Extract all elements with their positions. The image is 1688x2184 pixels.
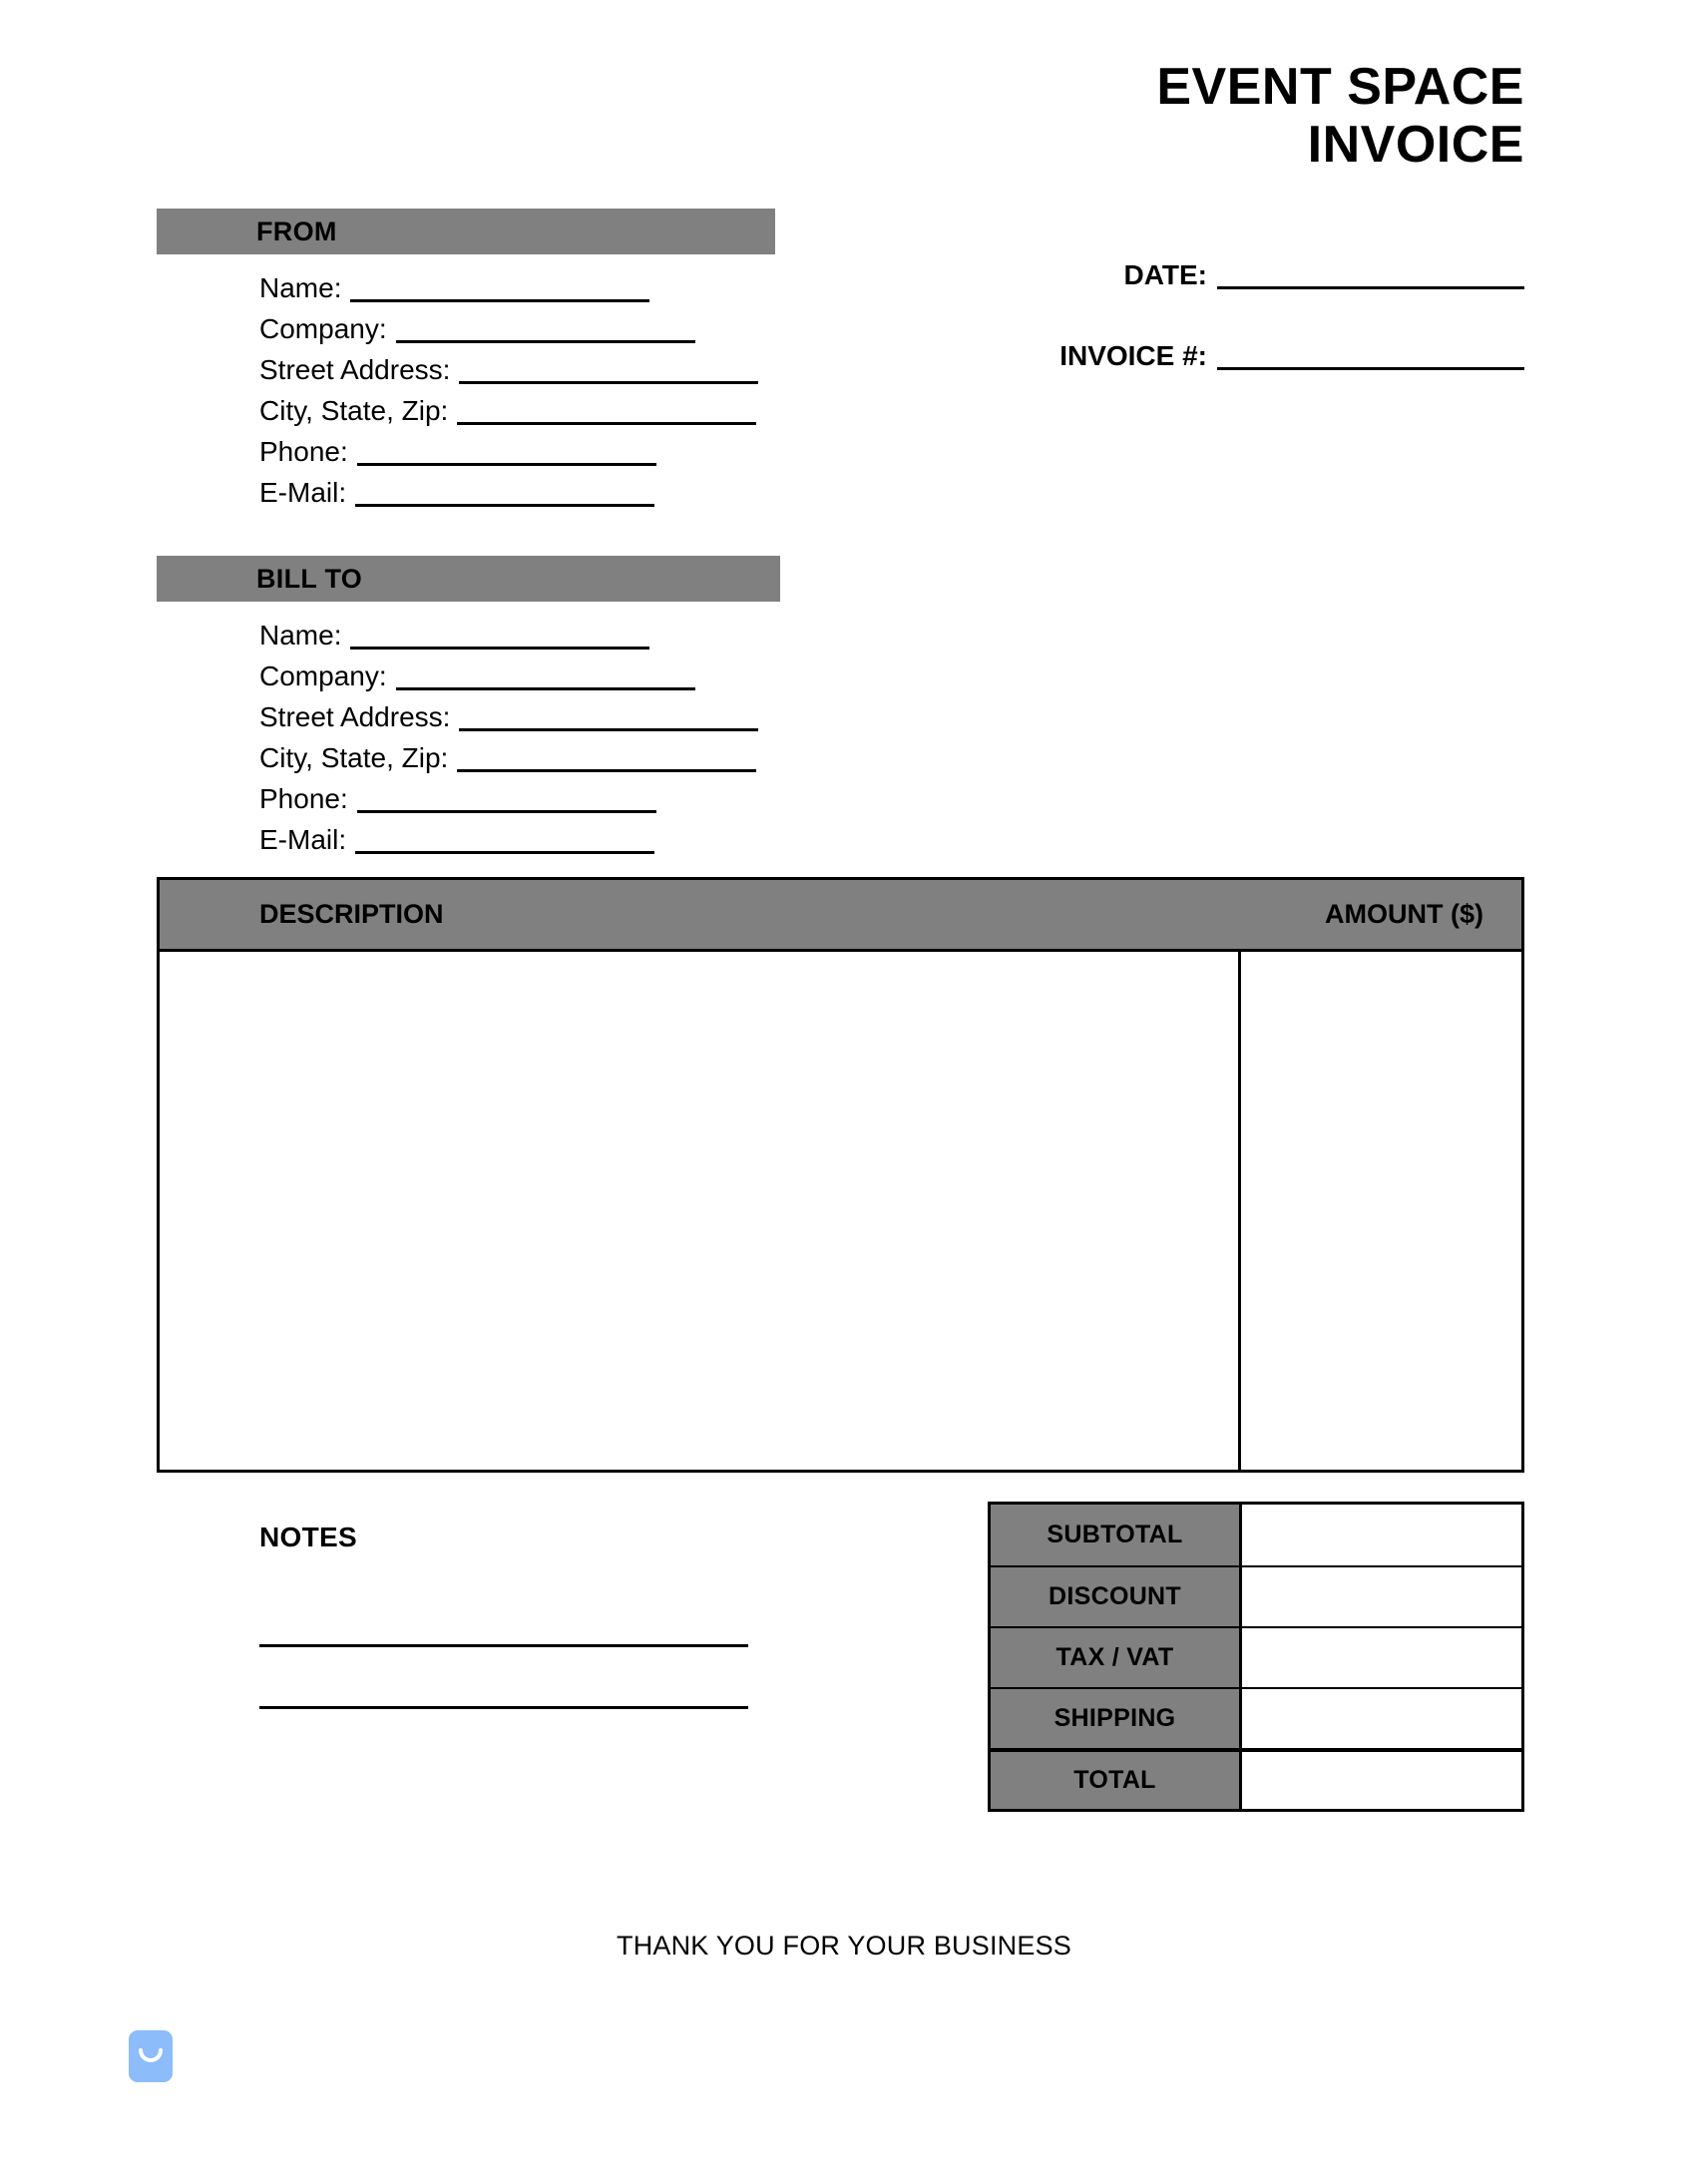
from-field-email-label: E-Mail:	[259, 477, 347, 508]
from-field-phone-label: Phone:	[259, 436, 348, 467]
totals-value-tax-vat[interactable]	[1242, 1626, 1521, 1687]
column-header-description: DESCRIPTION	[259, 899, 444, 929]
invoice-number-input[interactable]	[1217, 343, 1524, 370]
bill-to-field-phone-input[interactable]	[357, 786, 656, 813]
totals-value-discount[interactable]	[1242, 1565, 1521, 1626]
from-field-email-input[interactable]	[355, 480, 654, 507]
totals-value-subtotal[interactable]	[1242, 1505, 1521, 1565]
from-section-label: FROM	[256, 216, 337, 246]
totals-row-shipping	[991, 1687, 1521, 1748]
page-title	[0, 58, 1524, 174]
from-field-street-label: Street Address:	[259, 354, 451, 385]
invoice-number-row	[0, 342, 1524, 370]
totals-table	[988, 1502, 1524, 1812]
bill-to-field-street	[259, 690, 758, 731]
line-items-table	[157, 877, 1524, 1473]
totals-label-total: TOTAL	[991, 1748, 1242, 1809]
notes-heading: NOTES	[259, 1522, 357, 1552]
totals-row-subtotal	[991, 1505, 1521, 1565]
from-field-city-state-zip-label: City, State, Zip:	[259, 395, 449, 426]
bill-to-section-header	[157, 556, 780, 602]
date-row	[0, 261, 1524, 289]
totals-value-total[interactable]	[1242, 1748, 1521, 1809]
from-field-city-state-zip	[259, 384, 758, 425]
bill-to-field-name-input[interactable]	[350, 623, 649, 650]
date-label: DATE:	[1123, 259, 1207, 290]
bill-to-field-city-state-zip-label: City, State, Zip:	[259, 742, 449, 773]
thank-you-note: THANK YOU FOR YOUR BUSINESS	[617, 1931, 1071, 1961]
title-line-1: EVENT SPACE	[1156, 58, 1524, 116]
invoice-number-label: INVOICE #:	[1059, 340, 1207, 371]
totals-row-tax-vat	[991, 1626, 1521, 1687]
from-field-name-label: Name:	[259, 272, 342, 303]
bill-to-field-email-label: E-Mail:	[259, 824, 347, 855]
line-items-header-row	[160, 880, 1521, 952]
line-items-amount-area[interactable]	[1241, 952, 1521, 1470]
from-section-header	[157, 209, 775, 254]
bill-to-field-company	[259, 650, 758, 690]
bill-to-field-email-input[interactable]	[355, 827, 654, 854]
line-items-description-area[interactable]	[160, 952, 1241, 1470]
smile-arc-icon	[138, 2048, 164, 2064]
notes-line-2[interactable]	[259, 1647, 748, 1709]
smile-badge-icon	[129, 2030, 173, 2082]
bill-to-fields	[259, 609, 758, 854]
notes-line-1[interactable]	[259, 1585, 748, 1647]
notes-block	[259, 1522, 748, 1709]
totals-row-discount	[991, 1565, 1521, 1626]
bill-to-field-company-input[interactable]	[396, 663, 695, 690]
from-field-city-state-zip-input[interactable]	[457, 398, 756, 425]
bill-to-section-label: BILL TO	[256, 563, 363, 594]
bill-to-field-street-input[interactable]	[459, 704, 758, 731]
from-field-company	[259, 302, 758, 343]
bill-to-field-city-state-zip-input[interactable]	[457, 745, 756, 772]
bill-to-field-company-label: Company:	[259, 660, 387, 691]
column-header-amount: AMOUNT ($)	[1325, 899, 1483, 929]
from-field-company-label: Company:	[259, 313, 387, 344]
bill-to-field-phone-label: Phone:	[259, 783, 348, 814]
totals-label-shipping: SHIPPING	[991, 1687, 1242, 1748]
totals-label-subtotal: SUBTOTAL	[991, 1505, 1242, 1565]
totals-label-tax-vat: TAX / VAT	[991, 1626, 1242, 1687]
bill-to-field-name-label: Name:	[259, 620, 342, 651]
totals-label-discount: DISCOUNT	[991, 1565, 1242, 1626]
from-field-company-input[interactable]	[396, 316, 695, 343]
from-field-phone	[259, 425, 758, 466]
totals-value-shipping[interactable]	[1242, 1687, 1521, 1748]
title-line-2: INVOICE	[1307, 116, 1524, 175]
bill-to-field-email	[259, 813, 758, 854]
bill-to-field-street-label: Street Address:	[259, 701, 451, 732]
from-fields	[259, 261, 758, 507]
from-field-phone-input[interactable]	[357, 439, 656, 466]
bill-to-field-phone	[259, 772, 758, 813]
date-input[interactable]	[1217, 262, 1524, 289]
totals-row-total	[991, 1748, 1521, 1809]
bill-to-field-city-state-zip	[259, 731, 758, 772]
bill-to-field-name	[259, 609, 758, 650]
from-field-email	[259, 466, 758, 507]
line-items-body	[160, 952, 1521, 1470]
